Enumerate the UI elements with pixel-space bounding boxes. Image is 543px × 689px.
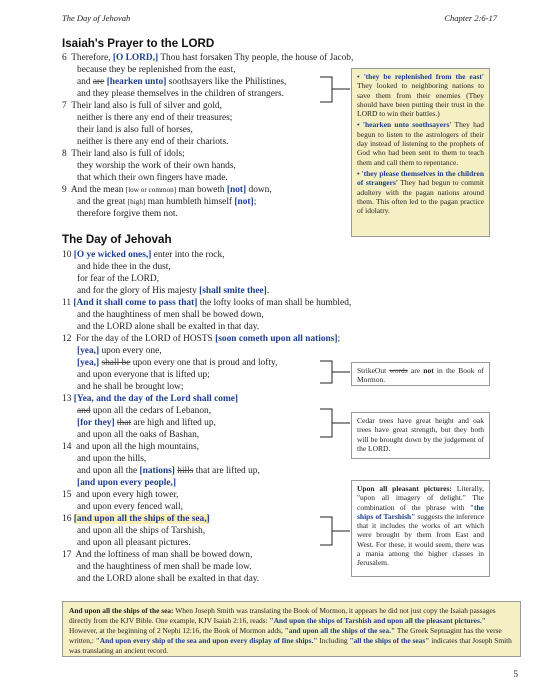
section-title-prayer: Isaiah's Prayer to the LORD <box>62 37 215 50</box>
verse-11-line-2: and the haughtiness of men shall be bowed down, <box>77 310 264 320</box>
note-box-prayer: • 'they be replenished from the east' They looked to neighboring nations to save them from their enemies (They should have been putting their trust in the LORD to win their battles.) • 'hearken unto soothsayers' They had begun to listen to the astrologers of their day instead of listening to the prophets of God who had been sent to them to teach them and call them to repentance. • 'they please themselves in the children of strangers' They had begun to commit adultery with the pagan nations around them. This often led to the pagan practice of idolatry. <box>351 68 490 237</box>
verse-14-line-4: [and upon every people,] <box>77 478 176 488</box>
verse-14-line-2: and upon the hills, <box>77 454 147 464</box>
verse-12-line-4: and upon everyone that is lifted up; <box>77 370 210 380</box>
verse-13-line-4: and upon all the oaks of Bashan, <box>77 430 200 440</box>
verse-12-line-5: and he shall be brought low; <box>77 382 184 392</box>
note-box-strikeout: StrikeOut words are not in the Book of Mormon. <box>351 362 490 386</box>
verse-16-line-1: 16 [and upon all the ships of the sea,] <box>62 514 210 524</box>
running-header-right: Chapter 2:6-17 <box>444 13 497 23</box>
note-box-pleasant-pictures: Upon all pleasant pictures: Literally, "upon all imagery of delight." The combination of the phrase with "the ships of Tarshish" suggests the inference that it includes the works of art which were brought by them from East and West. For these, it would seem, there was a mania among the higher classes in Jerusalem. <box>351 480 490 577</box>
verse-12-line-2: [yea,] upon every one, <box>77 346 162 356</box>
verse-6-line-2: because they be replenished from the east, <box>77 65 236 75</box>
verse-13-line-2: and upon all the cedars of Lebanon, <box>77 406 212 416</box>
note-box-cedars: Cedar trees have great height and oak trees have great strength, but they both will be brought down by the judgement of the LORD. <box>351 412 490 459</box>
verse-11-line-3: and the LORD alone shall be exalted in that day. <box>77 322 260 332</box>
verse-14-line-1: 14 and upon all the high mountains, <box>62 442 199 452</box>
verse-16-line-2: and upon all the ships of Tarshish, <box>77 526 206 536</box>
verse-12-line-3: [yea,] shall be upon every one that is proud and lofty, <box>77 358 278 368</box>
verse-10-line-4: and for the glory of His majesty [shall smite thee]. <box>77 286 270 296</box>
verse-13-line-1: 13 [Yea, and the day of the Lord shall come] <box>62 394 239 404</box>
verse-9-line-2: and the great [high] man humbleth himself [not]; <box>77 197 257 207</box>
verse-9-line-3: therefore forgive them not. <box>77 209 178 219</box>
verse-10-line-2: and hide thee in the dust, <box>77 262 171 272</box>
verse-6-line-1: 6 Therefore, [O LORD,] Thou hast forsaken Thy people, the house of Jacob, <box>62 53 354 63</box>
verse-8-line-2: they worship the work of their own hands, <box>77 161 236 171</box>
verse-17-line-1: 17 And the loftiness of man shall be bowed down, <box>62 550 253 560</box>
verse-16-line-3: and upon all pleasant pictures. <box>77 538 191 548</box>
verse-7-line-3: their land is also full of horses, <box>77 125 193 135</box>
verse-15-line-1: 15 and upon every high tower, <box>62 490 179 500</box>
verse-14-line-3: and upon all the [nations] hills that are lifted up, <box>77 466 260 476</box>
verse-10-line-3: for fear of the LORD, <box>77 274 159 284</box>
verse-6-line-3: and are [hearken unto] soothsayers like the Philistines, <box>77 77 287 87</box>
verse-6-line-4: and they please themselves in the children of strangers. <box>77 89 284 99</box>
page-number: 5 <box>513 669 518 679</box>
bracket-connector-2 <box>318 359 352 387</box>
verse-7-line-4: neither is there any end of their chariots. <box>77 137 229 147</box>
footnote-box: And upon all the ships of the sea: When Joseph Smith was translating the Book of Mormon, it appears he did not just copy the Isaiah passages directly from the KJV Bible. One example, KJV Isaiah 2:16, reads: "And upon the ships of Tarshish and upon all the pleasant pictures." However, at the beginning of 2 Nephi 12:16, the Book of Mormon adds, "and upon all the ships of the sea." The Greek Septuagint has the verse written,: "And upon every ship of the sea and upon every display of fine ships." Including "all the ships of the seas" indicates that Joseph Smith was translating an ancient record. <box>62 601 521 657</box>
bracket-connector-4 <box>318 515 352 549</box>
verse-12-line-1: 12 For the day of the LORD of HOSTS [soon cometh upon all nations]; <box>62 334 341 344</box>
verse-9-line-1: 9 And the mean [low or common] man boweth [not] down, <box>62 185 272 195</box>
verse-7-line-2: neither is there any end of their treasures; <box>77 113 233 123</box>
verse-17-line-2: and the haughtiness of men shall be made low. <box>77 562 252 572</box>
verse-8-line-1: 8 Their land also is full of idols; <box>62 149 185 159</box>
bracket-connector-3 <box>318 407 352 441</box>
verse-15-line-2: and upon every fenced wall, <box>77 502 183 512</box>
verse-10-line-1: 10 [O ye wicked ones,] enter into the rock, <box>62 250 225 260</box>
verse-17-line-3: and the LORD alone shall be exalted in that day. <box>77 574 260 584</box>
verse-7-line-1: 7 Their land also is full of silver and gold, <box>62 101 222 111</box>
section-title-day-of-jehovah: The Day of Jehovah <box>62 233 172 246</box>
bracket-connector-1 <box>318 74 352 106</box>
running-header-left: The Day of Jehovah <box>62 13 131 23</box>
verse-11-line-1: 11 [And it shall come to pass that] the lofty looks of man shall be humbled, <box>62 298 352 308</box>
verse-8-line-3: that which their own fingers have made. <box>77 173 228 183</box>
verse-13-line-3: [for they] that are high and lifted up, <box>77 418 216 428</box>
